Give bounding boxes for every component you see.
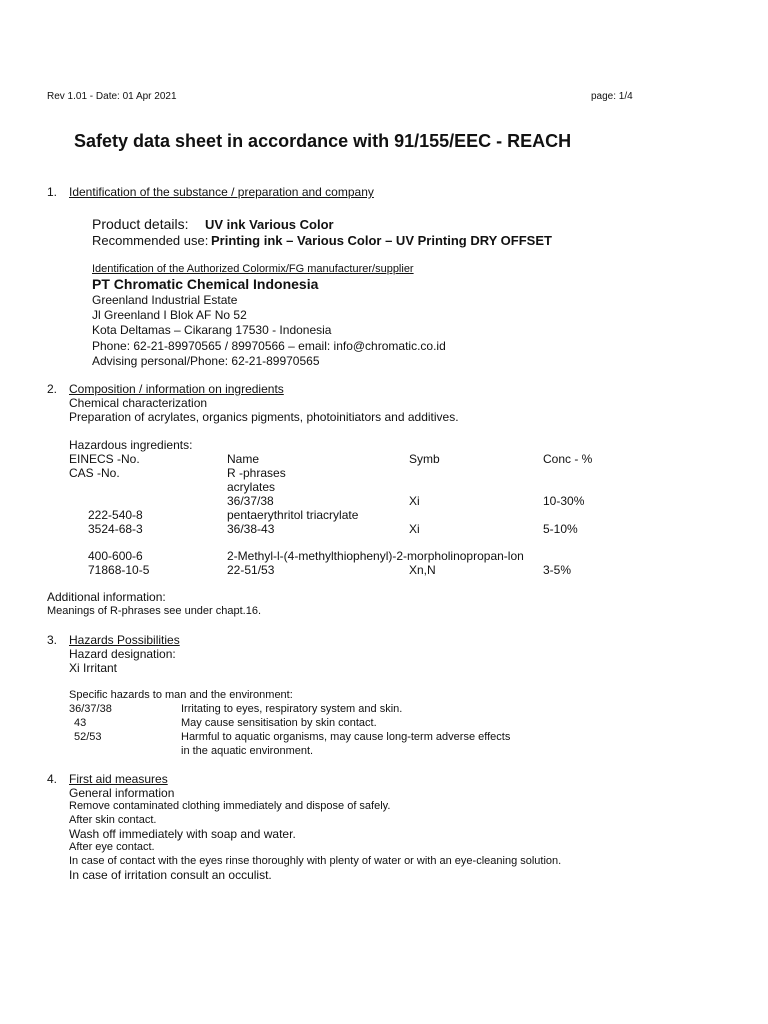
ingredient-penta-cas: 3524-68-3 <box>88 522 143 536</box>
ingredient-penta-symb: Xi <box>409 522 420 536</box>
section-2-number: 2. <box>47 382 58 396</box>
address-line: Jl Greenland I Blok AF No 52 <box>92 308 247 322</box>
hazard-text: May cause sensitisation by skin contact. <box>181 717 377 729</box>
ingredient-acrylates-name: acrylates <box>227 480 276 494</box>
col-conc: Conc - % <box>543 452 593 466</box>
recommended-use-label: Recommended use: <box>92 233 209 248</box>
section-4-heading: First aid measures <box>69 772 168 786</box>
ingredient-methyl-conc: 3-5% <box>543 563 572 577</box>
col-symb: Symb <box>409 452 440 466</box>
document-title: Safety data sheet in accordance with 91/155/EEC - REACH <box>74 131 572 151</box>
ingredient-methyl-r: 22-51/53 <box>227 563 275 577</box>
address-line: Kota Deltamas – Cikarang 17530 - Indonesia <box>92 323 332 337</box>
first-aid-line: After eye contact. <box>69 841 155 853</box>
ingredient-acrylates-conc: 10-30% <box>543 494 585 508</box>
ingredient-methyl-name: 2-Methyl-l-(4-methylthiophenyl)-2-morpholinopropan-lon <box>227 549 524 563</box>
col-rphrases: R -phrases <box>227 466 286 480</box>
hazard-code: 52/53 <box>74 731 102 743</box>
ingredient-methyl-cas: 71868-10-5 <box>88 563 150 577</box>
section-3-number: 3. <box>47 633 58 647</box>
additional-information-label: Additional information: <box>47 590 166 604</box>
first-aid-line: After skin contact. <box>69 814 157 826</box>
hazard-code: 43 <box>74 717 87 729</box>
hazard-text: in the aquatic environment. <box>181 745 314 757</box>
hazard-designation-value: Xi Irritant <box>69 661 118 675</box>
section-3-heading: Hazards Possibilities <box>69 633 180 647</box>
ingredient-methyl-symb: Xn,N <box>409 563 436 577</box>
supplier-heading: Identification of the Authorized Colormix/FG manufacturer/supplier <box>92 263 414 275</box>
first-aid-line: In case of irritation consult an occulist. <box>69 868 272 882</box>
col-einecs: EINECS -No. <box>69 452 140 466</box>
company-name: PT Chromatic Chemical Indonesia <box>92 276 319 292</box>
address-line: Greenland Industrial Estate <box>92 293 238 307</box>
hazardous-ingredients-label: Hazardous ingredients: <box>69 438 193 452</box>
product-details-value: UV ink Various Color <box>205 217 334 232</box>
ingredient-acrylates-symb: Xi <box>409 494 420 508</box>
ingredient-penta-conc: 5-10% <box>543 522 578 536</box>
advising-phone: Advising personal/Phone: 62-21-89970565 <box>92 354 320 368</box>
col-cas: CAS -No. <box>69 466 120 480</box>
hazard-text: Irritating to eyes, respiratory system and skin. <box>181 703 403 715</box>
preparation-text: Preparation of acrylates, organics pigments, photoinitiators and additives. <box>69 410 459 424</box>
recommended-use-value: Printing ink – Various Color – UV Printing DRY OFFSET <box>211 233 552 248</box>
ingredient-penta-einecs: 222-540-8 <box>88 508 143 522</box>
revision-date: Rev 1.01 - Date: 01 Apr 2021 <box>47 91 177 102</box>
ingredient-methyl-einecs: 400-600-6 <box>88 549 143 563</box>
ingredient-penta-r: 36/38-43 <box>227 522 275 536</box>
contact-phone-email: Phone: 62-21-89970565 / 89970566 – email: info@chromatic.co.id <box>92 339 446 353</box>
section-4-number: 4. <box>47 772 58 786</box>
hazard-designation-label: Hazard designation: <box>69 647 176 661</box>
product-details-label: Product details: <box>92 216 189 232</box>
section-2-heading: Composition / information on ingredients <box>69 382 284 396</box>
ingredient-penta-name: pentaerythritol triacrylate <box>227 508 359 522</box>
page-number: page: 1/4 <box>591 91 633 102</box>
ingredient-acrylates-r: 36/37/38 <box>227 494 274 508</box>
col-name: Name <box>227 452 260 466</box>
first-aid-line: Wash off immediately with soap and water. <box>69 827 296 841</box>
first-aid-line: Remove contaminated clothing immediately and dispose of safely. <box>69 800 391 812</box>
hazard-text: Harmful to aquatic organisms, may cause long-term adverse effects <box>181 731 511 743</box>
r-phrases-meaning: Meanings of R-phrases see under chapt.16. <box>47 605 262 617</box>
chemical-characterization: Chemical characterization <box>69 396 208 410</box>
specific-hazards-label: Specific hazards to man and the environment: <box>69 689 293 701</box>
section-1-heading: Identification of the substance / preparation and company <box>69 185 374 199</box>
first-aid-line: General information <box>69 786 175 800</box>
section-1-number: 1. <box>47 185 58 199</box>
first-aid-line: In case of contact with the eyes rinse thoroughly with plenty of water or with an eye-cleaning solution. <box>69 855 562 867</box>
hazard-code: 36/37/38 <box>69 703 112 715</box>
